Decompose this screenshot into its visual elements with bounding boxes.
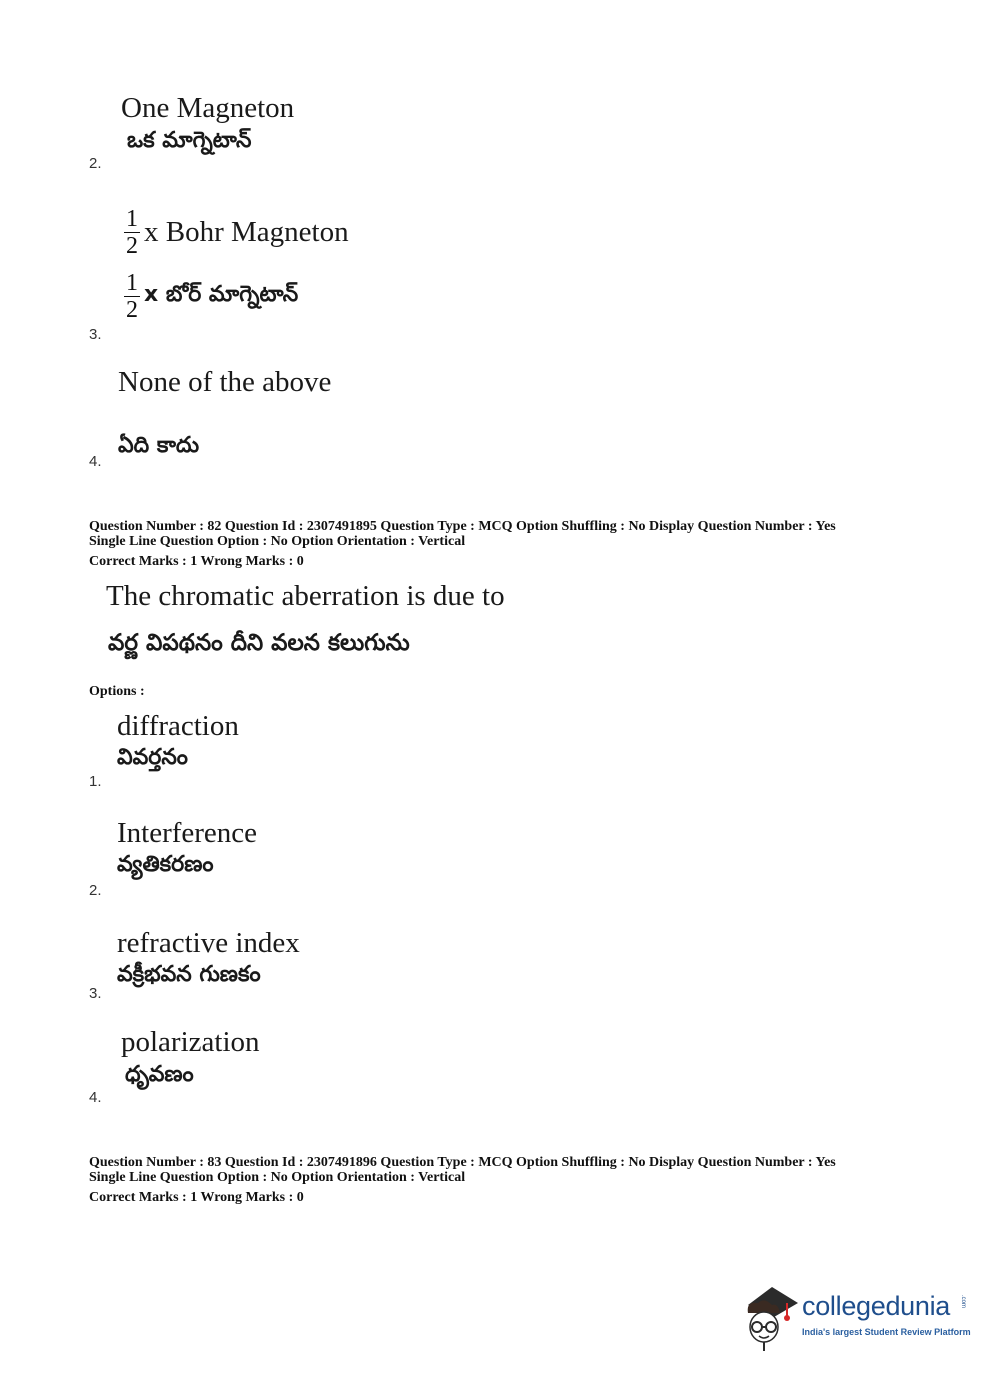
q83-meta-line2: Single Line Question Option : No Option Orientation : Vertical <box>89 1170 466 1185</box>
q83-meta-line3: Correct Marks : 1 Wrong Marks : 0 <box>89 1190 304 1205</box>
q82-question-te: వర్ణ విపథనం దీని వలన కలుగును <box>108 630 410 656</box>
collegedunia-logo <box>742 1283 972 1353</box>
prev-option-3-te-row <box>124 270 298 323</box>
brand-suffix: .com <box>960 1295 966 1309</box>
q82-meta-line2: Single Line Question Option : No Option Orientation : Vertical <box>89 534 466 549</box>
q82-option-4-number: 4. <box>89 1089 102 1106</box>
q83-meta-line1: Question Number : 83 Question Id : 2307491896 Question Type : MCQ Option Shuffling : No Display Question Number : Yes <box>89 1155 836 1170</box>
q82-option-4-te: ధృవణం <box>125 1062 194 1087</box>
prev-option-3-te: x బోర్ మాగ్నెటాన్ <box>144 281 299 307</box>
q82-meta-line1: Question Number : 82 Question Id : 2307491895 Question Type : MCQ Option Shuffling : No Display Question Number : Yes <box>89 519 836 534</box>
fraction <box>124 270 140 323</box>
prev-option-4-en: None of the above <box>118 366 332 398</box>
prev-option-4-te: ఏది కాదు <box>118 433 200 458</box>
prev-option-2-number: 2. <box>89 155 102 172</box>
fraction-denominator: 2 <box>126 233 138 259</box>
q82-option-2-number: 2. <box>89 882 102 899</box>
mascot-icon <box>742 1283 800 1353</box>
q82-options-label: Options : <box>89 684 145 699</box>
brand-name: collegedunia <box>802 1291 951 1321</box>
prev-option-3-number: 3. <box>89 326 102 343</box>
q82-option-3-en: refractive index <box>117 927 300 959</box>
q82-option-3-te: వక్రీభవన గుణకం <box>117 962 261 987</box>
prev-option-3-en-row <box>124 206 349 259</box>
q82-option-2-en: Interference <box>117 817 258 849</box>
fraction-numerator: 1 <box>126 206 138 232</box>
q82-option-1-number: 1. <box>89 773 102 790</box>
q82-question-en: The chromatic aberration is due to <box>106 580 505 612</box>
prev-option-2-te: ఒక మాగ్నెటాన్ <box>127 128 252 153</box>
brand-tagline: India's largest Student Review Platform <box>802 1327 971 1337</box>
prev-option-3-en: x Bohr Magneton <box>144 216 349 248</box>
fraction-denominator: 2 <box>126 297 138 323</box>
fraction-numerator: 1 <box>126 270 138 296</box>
q82-meta-line3: Correct Marks : 1 Wrong Marks : 0 <box>89 554 304 569</box>
q82-option-1-en: diffraction <box>117 710 239 742</box>
prev-option-2-en: One Magneton <box>121 92 295 124</box>
q82-option-1-te: వివర్తనం <box>117 745 188 770</box>
fraction <box>124 206 140 259</box>
q82-option-4-en: polarization <box>121 1026 260 1058</box>
prev-option-4-number: 4. <box>89 453 102 470</box>
q82-option-2-te: వ్యతికరణం <box>117 852 214 877</box>
q82-option-3-number: 3. <box>89 985 102 1002</box>
